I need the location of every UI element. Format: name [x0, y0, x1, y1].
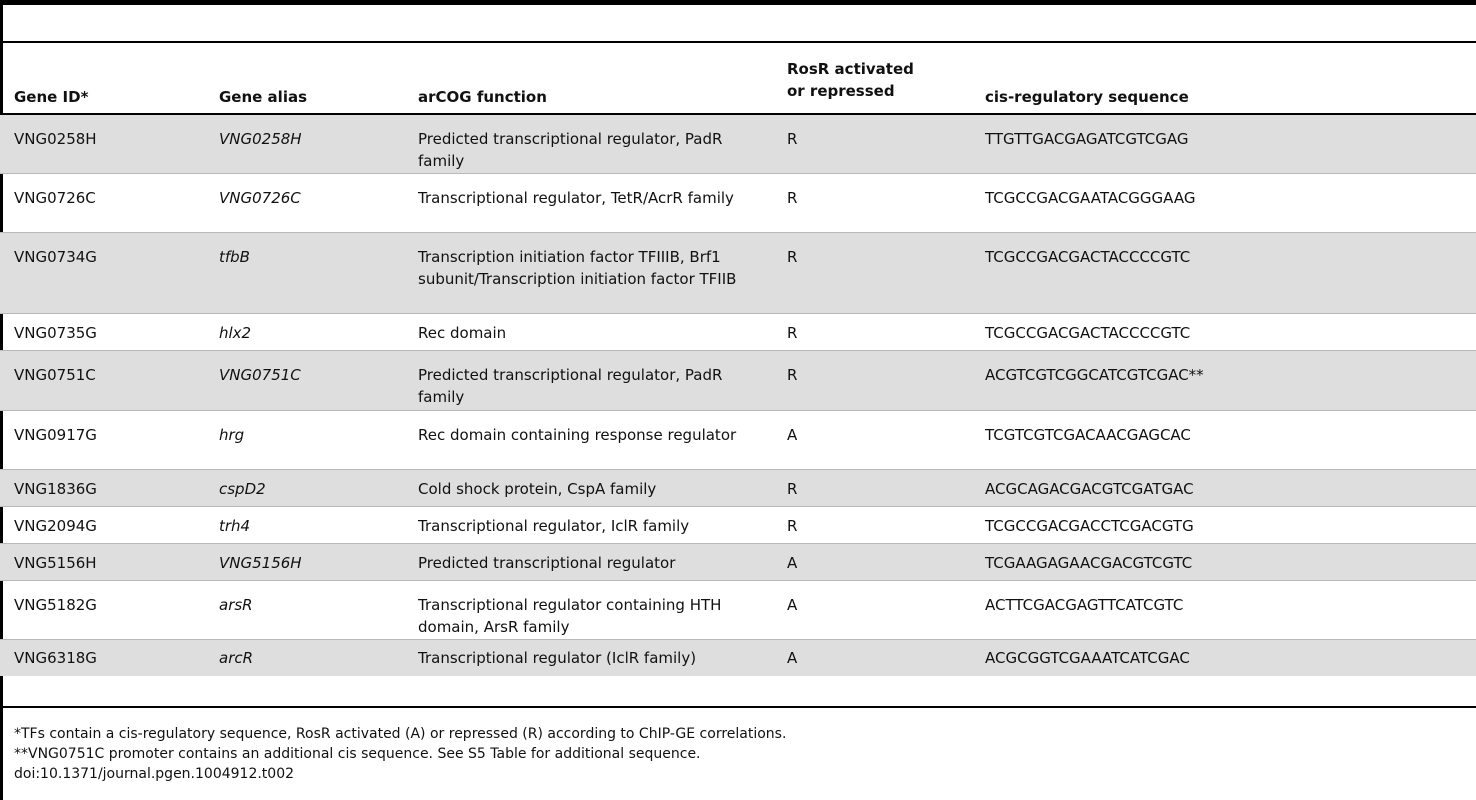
- cell-sequence: TCGCCGACGAATACGGGAAG: [985, 189, 1196, 207]
- cell-rosr: R: [787, 366, 798, 384]
- cell-rosr: R: [787, 324, 798, 342]
- table-row: [0, 174, 1476, 233]
- cell-sequence: TCGAAGAGAACGACGTCGTC: [985, 554, 1193, 572]
- cell-gene-id: VNG1836G: [14, 480, 97, 498]
- cell-function: Transcriptional regulator, TetR/AcrR family: [418, 189, 734, 207]
- table-footnotes: [14, 724, 786, 784]
- cell-gene-alias: VNG0258H: [219, 130, 302, 148]
- header-arcog-function: arCOG function: [418, 88, 547, 106]
- cell-function: Rec domain: [418, 324, 507, 342]
- cell-rosr: A: [787, 426, 798, 444]
- cell-gene-alias: arsR: [219, 596, 253, 614]
- cell-sequence: TCGCCGACGACTACCCCGTC: [985, 324, 1191, 342]
- table-row: [0, 233, 1476, 314]
- bottom-rule: [0, 706, 1476, 708]
- cell-gene-id: VNG0258H: [14, 130, 97, 148]
- table-row: [0, 411, 1476, 470]
- table-row: [0, 581, 1476, 640]
- cell-function: Transcriptional regulator containing HTH domain, ArsR family: [418, 596, 722, 636]
- footnote-vng0751c: **VNG0751C promoter contains an additional cis sequence. See S5 Table for additional sequence.: [14, 746, 701, 762]
- header-rosr-line1: RosR activated: [787, 60, 914, 78]
- cell-gene-id: VNG0751C: [14, 366, 96, 384]
- cell-rosr: A: [787, 596, 798, 614]
- cell-rosr: R: [787, 248, 798, 266]
- table-header: [0, 52, 1476, 113]
- cell-rosr: R: [787, 517, 798, 535]
- footnote-tf: *TFs contain a cis-regulatory sequence, RosR activated (A) or repressed (R) according to ChIP-GE correlations.: [14, 726, 787, 742]
- cell-gene-alias: trh4: [219, 517, 251, 535]
- cell-gene-alias: hlx2: [219, 324, 252, 342]
- cell-gene-id: VNG0726C: [14, 189, 96, 207]
- header-gene-id: Gene ID*: [14, 88, 89, 106]
- cell-gene-id: VNG0735G: [14, 324, 97, 342]
- cell-function: Transcription initiation factor TFIIIB, Brf1 subunit/Transcription initiation factor TFIIB: [418, 248, 737, 288]
- cell-function: Cold shock protein, CspA family: [418, 480, 657, 498]
- cell-function: Predicted transcriptional regulator: [418, 554, 676, 572]
- table-row: [0, 314, 1476, 351]
- cell-sequence: TCGCCGACGACTACCCCGTC: [985, 248, 1191, 266]
- cell-gene-id: VNG5156H: [14, 554, 97, 572]
- cell-gene-alias: VNG0726C: [219, 189, 301, 207]
- cell-gene-alias: hrg: [219, 426, 245, 444]
- cell-sequence: ACGTCGTCGGCATCGTCGAC**: [985, 366, 1204, 384]
- cell-gene-id: VNG5182G: [14, 596, 97, 614]
- cell-gene-alias: VNG0751C: [219, 366, 301, 384]
- cell-function: Transcriptional regulator, IclR family: [418, 517, 690, 535]
- cell-sequence: TCGCCGACGACCTCGACGTG: [985, 517, 1194, 535]
- header-gene-alias: Gene alias: [219, 88, 308, 106]
- cell-gene-alias: VNG5156H: [219, 554, 302, 572]
- doi-link[interactable]: doi:10.1371/journal.pgen.1004912.t002: [14, 766, 295, 782]
- cell-function: Predicted transcriptional regulator, PadR family: [418, 366, 723, 406]
- cell-gene-id: VNG2094G: [14, 517, 97, 535]
- cell-function: Rec domain containing response regulator: [418, 426, 737, 444]
- cell-gene-alias: tfbB: [219, 248, 250, 266]
- title-rule: [0, 41, 1476, 43]
- table-row: [0, 640, 1476, 676]
- cell-gene-alias: arcR: [219, 649, 254, 667]
- cell-gene-id: VNG6318G: [14, 649, 97, 667]
- cell-sequence: TCGTCGTCGACAACGAGCAC: [985, 426, 1191, 444]
- top-rule: [0, 0, 1476, 5]
- cell-rosr: R: [787, 130, 798, 148]
- cell-rosr: A: [787, 554, 798, 572]
- table-row: [0, 351, 1476, 411]
- cell-function: Predicted transcriptional regulator, PadR family: [418, 130, 723, 170]
- cell-gene-id: VNG0734G: [14, 248, 97, 266]
- cell-sequence: TTGTTGACGAGATCGTCGAG: [985, 130, 1189, 148]
- cell-rosr: R: [787, 189, 798, 207]
- table-row: [0, 544, 1476, 581]
- cell-sequence: ACGCAGACGACGTCGATGAC: [985, 480, 1194, 498]
- cell-gene-alias: cspD2: [219, 480, 266, 498]
- header-rosr-line2: or repressed: [787, 82, 895, 100]
- table-body: [0, 115, 1476, 676]
- cell-gene-id: VNG0917G: [14, 426, 97, 444]
- header-rosr: [787, 58, 914, 102]
- cell-sequence: ACTTCGACGAGTTCATCGTC: [985, 596, 1184, 614]
- table-row: [0, 115, 1476, 174]
- cell-rosr: R: [787, 480, 798, 498]
- cell-function: Transcriptional regulator (IclR family): [418, 649, 697, 667]
- cell-sequence: ACGCGGTCGAAATCATCGAC: [985, 649, 1190, 667]
- cell-rosr: A: [787, 649, 798, 667]
- header-cis-sequence: cis-regulatory sequence: [985, 88, 1189, 106]
- table-row: [0, 470, 1476, 507]
- table-row: [0, 507, 1476, 544]
